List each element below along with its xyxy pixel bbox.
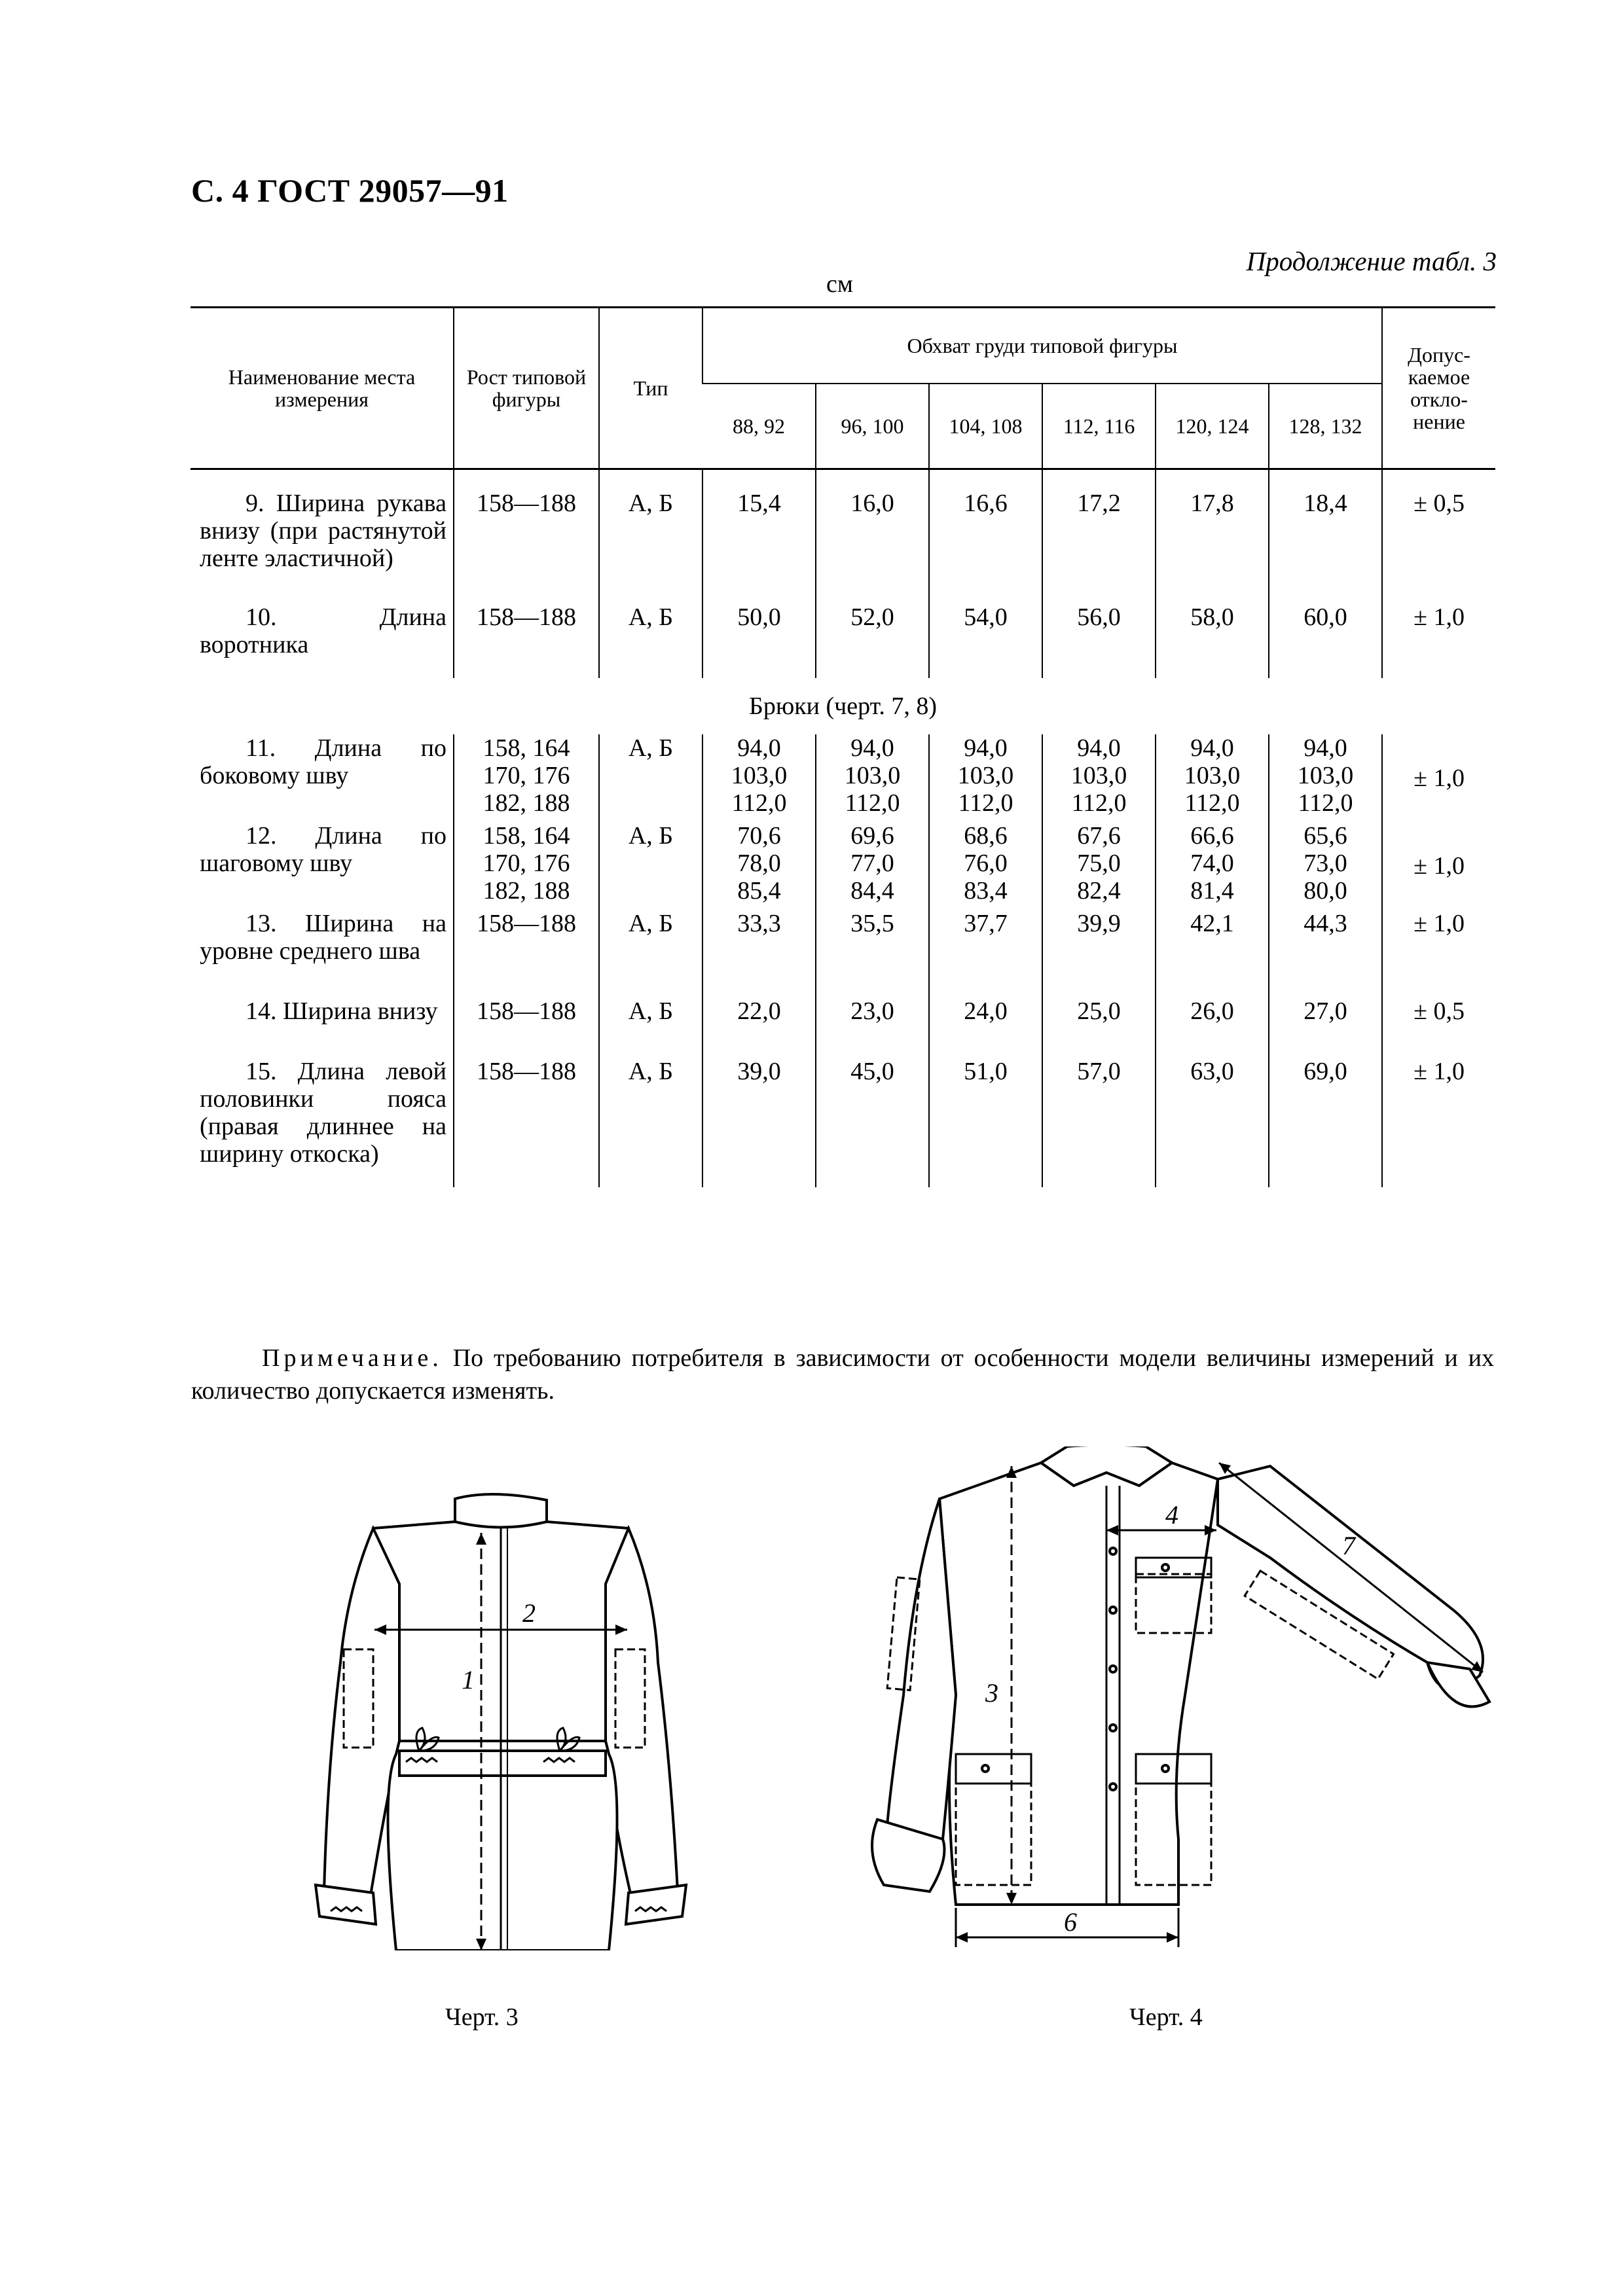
value-cell: 54,0 bbox=[929, 603, 1042, 678]
value-cell: 27,0 bbox=[1269, 997, 1382, 1058]
rost-value: 158, 164 bbox=[483, 734, 570, 762]
value-cell: 58,0 bbox=[1156, 603, 1269, 678]
value-cell: 18,4 bbox=[1269, 469, 1382, 604]
value-cell bbox=[1269, 822, 1382, 910]
value-line: 103,0 bbox=[1070, 762, 1127, 789]
tolerance-cell: ± 1,0 bbox=[1382, 822, 1495, 910]
value-cell bbox=[1042, 822, 1156, 910]
note-label: Примечание. bbox=[262, 1344, 443, 1372]
value-line: 112,0 bbox=[731, 789, 787, 817]
value-line: 78,0 bbox=[737, 850, 781, 877]
rost-cell: 158—188 bbox=[454, 469, 599, 604]
measure-label-3: 3 bbox=[985, 1678, 998, 1708]
value-cell: 25,0 bbox=[1042, 997, 1156, 1058]
value-cell: 33,3 bbox=[702, 910, 816, 997]
value-cell: 16,6 bbox=[929, 469, 1042, 604]
value-line: 66,6 bbox=[1190, 822, 1234, 850]
rost-cell bbox=[454, 822, 599, 910]
value-line: 112,0 bbox=[1071, 789, 1127, 817]
value-cell bbox=[816, 822, 929, 910]
value-line: 77,0 bbox=[850, 850, 894, 877]
tip-cell: А, Б bbox=[599, 910, 702, 997]
value-line: 85,4 bbox=[737, 877, 781, 905]
value-cell: 57,0 bbox=[1042, 1058, 1156, 1187]
value-line: 103,0 bbox=[1184, 762, 1241, 789]
tip-cell: А, Б bbox=[599, 603, 702, 678]
page-title: С. 4 ГОСТ 29057—91 bbox=[191, 172, 509, 209]
value-cell: 39,9 bbox=[1042, 910, 1156, 997]
measure-label-2: 2 bbox=[522, 1598, 536, 1628]
rost-value: 158, 164 bbox=[483, 822, 570, 850]
header-size: 96, 100 bbox=[816, 384, 929, 469]
value-cell: 16,0 bbox=[816, 469, 929, 604]
value-cell bbox=[1156, 822, 1269, 910]
header-size: 128, 132 bbox=[1269, 384, 1382, 469]
value-cell bbox=[929, 822, 1042, 910]
value-line: 67,6 bbox=[1077, 822, 1121, 850]
value-cell: 37,7 bbox=[929, 910, 1042, 997]
header-tolerance: Допус-каемое откло-нение bbox=[1382, 308, 1495, 469]
table-row bbox=[191, 997, 1495, 1058]
value-line: 84,4 bbox=[850, 877, 894, 905]
measure-label-6: 6 bbox=[1064, 1907, 1077, 1937]
value-cell: 23,0 bbox=[816, 997, 929, 1058]
jacket-pockets-drawing bbox=[851, 1446, 1493, 1970]
value-cell: 60,0 bbox=[1269, 603, 1382, 678]
value-line: 65,6 bbox=[1304, 822, 1347, 850]
value-cell bbox=[816, 734, 929, 822]
header-tip: Тип bbox=[599, 308, 702, 469]
tolerance-cell: ± 1,0 bbox=[1382, 734, 1495, 822]
measurement-name: 14. Ширина внизу bbox=[246, 997, 438, 1025]
rost-cell bbox=[454, 734, 599, 822]
value-line: 94,0 bbox=[1190, 734, 1234, 762]
tolerance-cell: ± 1,0 bbox=[1382, 910, 1495, 997]
section-title: Брюки (черт. 7, 8) bbox=[749, 692, 938, 720]
value-cell: 63,0 bbox=[1156, 1058, 1269, 1187]
value-cell bbox=[702, 822, 816, 910]
tip-cell: А, Б bbox=[599, 734, 702, 822]
value-line: 76,0 bbox=[964, 850, 1008, 877]
value-cell bbox=[702, 734, 816, 822]
header-size: 120, 124 bbox=[1156, 384, 1269, 469]
value-line: 112,0 bbox=[958, 789, 1013, 817]
measurements-table-wrapper bbox=[191, 306, 1495, 1187]
value-cell: 44,3 bbox=[1269, 910, 1382, 997]
header-size: 88, 92 bbox=[702, 384, 816, 469]
value-cell bbox=[1042, 734, 1156, 822]
value-line: 80,0 bbox=[1304, 877, 1347, 905]
table-body bbox=[191, 469, 1495, 1188]
value-line: 94,0 bbox=[1077, 734, 1121, 762]
value-line: 103,0 bbox=[844, 762, 901, 789]
value-line: 68,6 bbox=[964, 822, 1008, 850]
value-line: 112,0 bbox=[1184, 789, 1240, 817]
value-cell: 22,0 bbox=[702, 997, 816, 1058]
value-line: 69,6 bbox=[850, 822, 894, 850]
value-cell: 45,0 bbox=[816, 1058, 929, 1187]
table-row bbox=[191, 910, 1495, 997]
value-cell: 24,0 bbox=[929, 997, 1042, 1058]
jacket-front-drawing bbox=[301, 1492, 720, 1950]
value-cell: 35,5 bbox=[816, 910, 929, 997]
header-rost: Рост типовой фигуры bbox=[454, 308, 599, 469]
value-cell: 69,0 bbox=[1269, 1058, 1382, 1187]
value-cell: 17,8 bbox=[1156, 469, 1269, 604]
measurement-name: 11. Длина по боковому шву bbox=[200, 734, 447, 789]
section-row bbox=[191, 678, 1495, 734]
value-line: 103,0 bbox=[731, 762, 788, 789]
table-row bbox=[191, 469, 1495, 604]
figure-4-caption: Черт. 4 bbox=[1129, 2003, 1203, 2031]
value-cell: 50,0 bbox=[702, 603, 816, 678]
value-cell: 52,0 bbox=[816, 603, 929, 678]
measurement-name: 9. Ширина рукава внизу (при растянутой ленте эластичной) bbox=[200, 490, 447, 572]
measure-label-7: 7 bbox=[1342, 1531, 1355, 1560]
rost-cell: 158—188 bbox=[454, 603, 599, 678]
measurement-name: 12. Длина по шаговому шву bbox=[200, 822, 447, 877]
value-cell: 17,2 bbox=[1042, 469, 1156, 604]
header-size: 112, 116 bbox=[1042, 384, 1156, 469]
value-cell: 42,1 bbox=[1156, 910, 1269, 997]
value-cell: 56,0 bbox=[1042, 603, 1156, 678]
rost-value: 170, 176 bbox=[483, 762, 570, 789]
header-name: Наименование места измерения bbox=[191, 308, 454, 469]
tolerance-cell: ± 0,5 bbox=[1382, 997, 1495, 1058]
value-line: 112,0 bbox=[845, 789, 900, 817]
note-paragraph bbox=[191, 1342, 1494, 1407]
figure-3-caption: Черт. 3 bbox=[445, 2003, 519, 2031]
tolerance-cell: ± 0,5 bbox=[1382, 469, 1495, 604]
value-cell bbox=[1156, 734, 1269, 822]
value-cell bbox=[1269, 734, 1382, 822]
value-line: 94,0 bbox=[1304, 734, 1347, 762]
value-cell: 15,4 bbox=[702, 469, 816, 604]
value-line: 83,4 bbox=[964, 877, 1008, 905]
measurement-name: 13. Ширина на уровне среднего шва bbox=[200, 910, 447, 965]
tip-cell: А, Б bbox=[599, 822, 702, 910]
header-chest-group: Обхват груди типовой фигуры bbox=[702, 308, 1382, 384]
value-line: 94,0 bbox=[737, 734, 781, 762]
tip-cell: А, Б bbox=[599, 469, 702, 604]
value-line: 112,0 bbox=[1298, 789, 1353, 817]
rost-cell: 158—188 bbox=[454, 997, 599, 1058]
units-label: см bbox=[826, 270, 853, 298]
value-cell: 39,0 bbox=[702, 1058, 816, 1187]
value-line: 70,6 bbox=[737, 822, 781, 850]
value-cell: 26,0 bbox=[1156, 997, 1269, 1058]
value-line: 75,0 bbox=[1077, 850, 1121, 877]
value-line: 74,0 bbox=[1190, 850, 1234, 877]
value-line: 94,0 bbox=[964, 734, 1008, 762]
table-row bbox=[191, 734, 1495, 822]
measurement-name: 15. Длина левой половинки пояса (правая длиннее на ширину откоска) bbox=[200, 1058, 447, 1168]
note-text: По требованию потребителя в зависимости от особенности модели величины измерений и их количество допускается изменять. bbox=[191, 1344, 1494, 1405]
tip-cell: А, Б bbox=[599, 997, 702, 1058]
rost-value: 170, 176 bbox=[483, 850, 570, 877]
value-line: 73,0 bbox=[1304, 850, 1347, 877]
header-size: 104, 108 bbox=[929, 384, 1042, 469]
tip-cell: А, Б bbox=[599, 1058, 702, 1187]
measure-label-1: 1 bbox=[462, 1665, 475, 1695]
measure-label-4: 4 bbox=[1165, 1500, 1178, 1530]
rost-value: 182, 188 bbox=[483, 877, 570, 905]
value-line: 103,0 bbox=[1297, 762, 1354, 789]
tolerance-cell: ± 1,0 bbox=[1382, 603, 1495, 678]
value-cell: 51,0 bbox=[929, 1058, 1042, 1187]
table-row bbox=[191, 603, 1495, 678]
table-row bbox=[191, 1058, 1495, 1187]
measurements-table bbox=[191, 306, 1495, 1187]
value-line: 94,0 bbox=[850, 734, 894, 762]
value-line: 103,0 bbox=[957, 762, 1014, 789]
table-continuation-label: Продолжение табл. 3 bbox=[1246, 246, 1497, 276]
value-line: 81,4 bbox=[1190, 877, 1234, 905]
table-row bbox=[191, 822, 1495, 910]
value-line: 82,4 bbox=[1077, 877, 1121, 905]
value-cell bbox=[929, 734, 1042, 822]
rost-cell: 158—188 bbox=[454, 910, 599, 997]
rost-value: 182, 188 bbox=[483, 789, 570, 817]
measurement-name: 10. Длина воротника bbox=[200, 603, 447, 658]
tolerance-cell: ± 1,0 bbox=[1382, 1058, 1495, 1187]
rost-cell: 158—188 bbox=[454, 1058, 599, 1187]
